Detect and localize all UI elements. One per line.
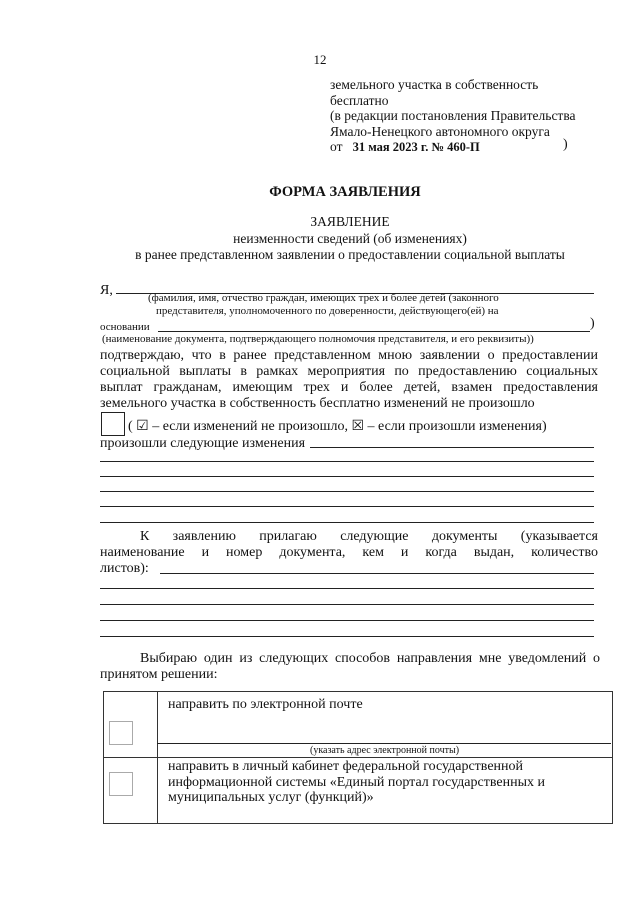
confirm-line-1: подтверждаю, что в ранее представленном мною заявлении о предоставлении [100, 348, 598, 363]
documents-field-line-5[interactable] [100, 636, 594, 637]
applicant-hint-1: (фамилия, имя, отчество граждан, имеющих трех и более детей (законного [148, 292, 499, 304]
form-title: ФОРМА ЗАЯВЛЕНИЯ [269, 184, 421, 200]
documents-field-line-2[interactable] [100, 588, 594, 589]
email-option-checkbox[interactable] [109, 721, 133, 745]
changes-field-line-5[interactable] [100, 506, 594, 507]
statement-subtitle-1: неизменности сведений (об изменениях) [233, 231, 467, 246]
notification-line-1: Выбираю один из следующих способов направления мне уведомлений о [140, 651, 600, 666]
documents-line-3: листов): [100, 561, 149, 576]
applicant-prefix: Я, [100, 283, 113, 298]
changes-field-line-1[interactable] [310, 447, 594, 448]
basis-hint: (наименование документа, подтверждающего полномочия представителя, и его реквизиты)) [102, 333, 534, 345]
documents-line-2: наименование и номер документа, кем и когда выдан, количество [100, 545, 598, 560]
portal-option-checkbox[interactable] [109, 772, 133, 796]
changes-field-line-3[interactable] [100, 476, 594, 477]
documents-line-1: К заявлению прилагаю следующие документы (указывается [140, 529, 598, 544]
checkbox-legend: ( ☑ – если изменений не произошло, ☒ – если произошли изменения) [128, 419, 547, 434]
email-option-hint: (указать адрес электронной почты) [310, 745, 460, 756]
header-date-prefix: от [330, 139, 343, 154]
changes-label: произошли следующие изменения [100, 436, 306, 451]
confirm-line-3: выплат гражданам, имеющим трех и более детей, взамен предоставления [100, 380, 598, 395]
basis-field[interactable] [158, 331, 590, 332]
notification-line-2: принятом решении: [100, 667, 218, 682]
confirm-line-4: земельного участка в собственность бесплатно изменений не произошло [100, 396, 535, 411]
page-number: 12 [313, 52, 327, 67]
header-line-4: Ямало-Ненецкого автономного округа [330, 123, 550, 139]
statement-subtitle-2: в ранее представленном заявлении о предоставлении социальной выплаты [135, 247, 565, 262]
changes-field-line-6[interactable] [100, 522, 594, 523]
confirm-line-2: социальной выплаты в рамках мероприятия по предоставлению социальных [100, 364, 598, 379]
header-reference [330, 77, 576, 156]
header-close-paren: ) [563, 137, 568, 152]
email-address-field[interactable] [157, 743, 611, 744]
table-row-divider [103, 757, 612, 758]
basis-label: основании [100, 321, 150, 333]
statement-title: ЗАЯВЛЕНИЕ [310, 214, 390, 229]
documents-field-line-4[interactable] [100, 620, 594, 621]
changes-field-line-4[interactable] [100, 491, 594, 492]
email-option-label: направить по электронной почте [168, 697, 363, 712]
header-line-2: бесплатно [330, 92, 389, 108]
header-line-3: (в редакции постановления Правительства [330, 108, 576, 123]
applicant-hint-2: представителя, уполномоченного по доверенности, действующего(ей) на [156, 305, 499, 317]
documents-field-line-1[interactable] [160, 573, 594, 574]
header-date: 31 мая 2023 г. № 460-П [352, 140, 480, 154]
no-changes-checkbox[interactable] [101, 412, 125, 436]
header-line-1: земельного участка в собственность [330, 77, 539, 92]
changes-field-line-2[interactable] [100, 461, 594, 462]
portal-option-label: направить в личный кабинет федеральной государственной информационной системы «Единый портал государственных и муниципальных услуг (функций)» [168, 759, 545, 805]
basis-close-paren: ) [590, 316, 595, 331]
documents-field-line-3[interactable] [100, 604, 594, 605]
